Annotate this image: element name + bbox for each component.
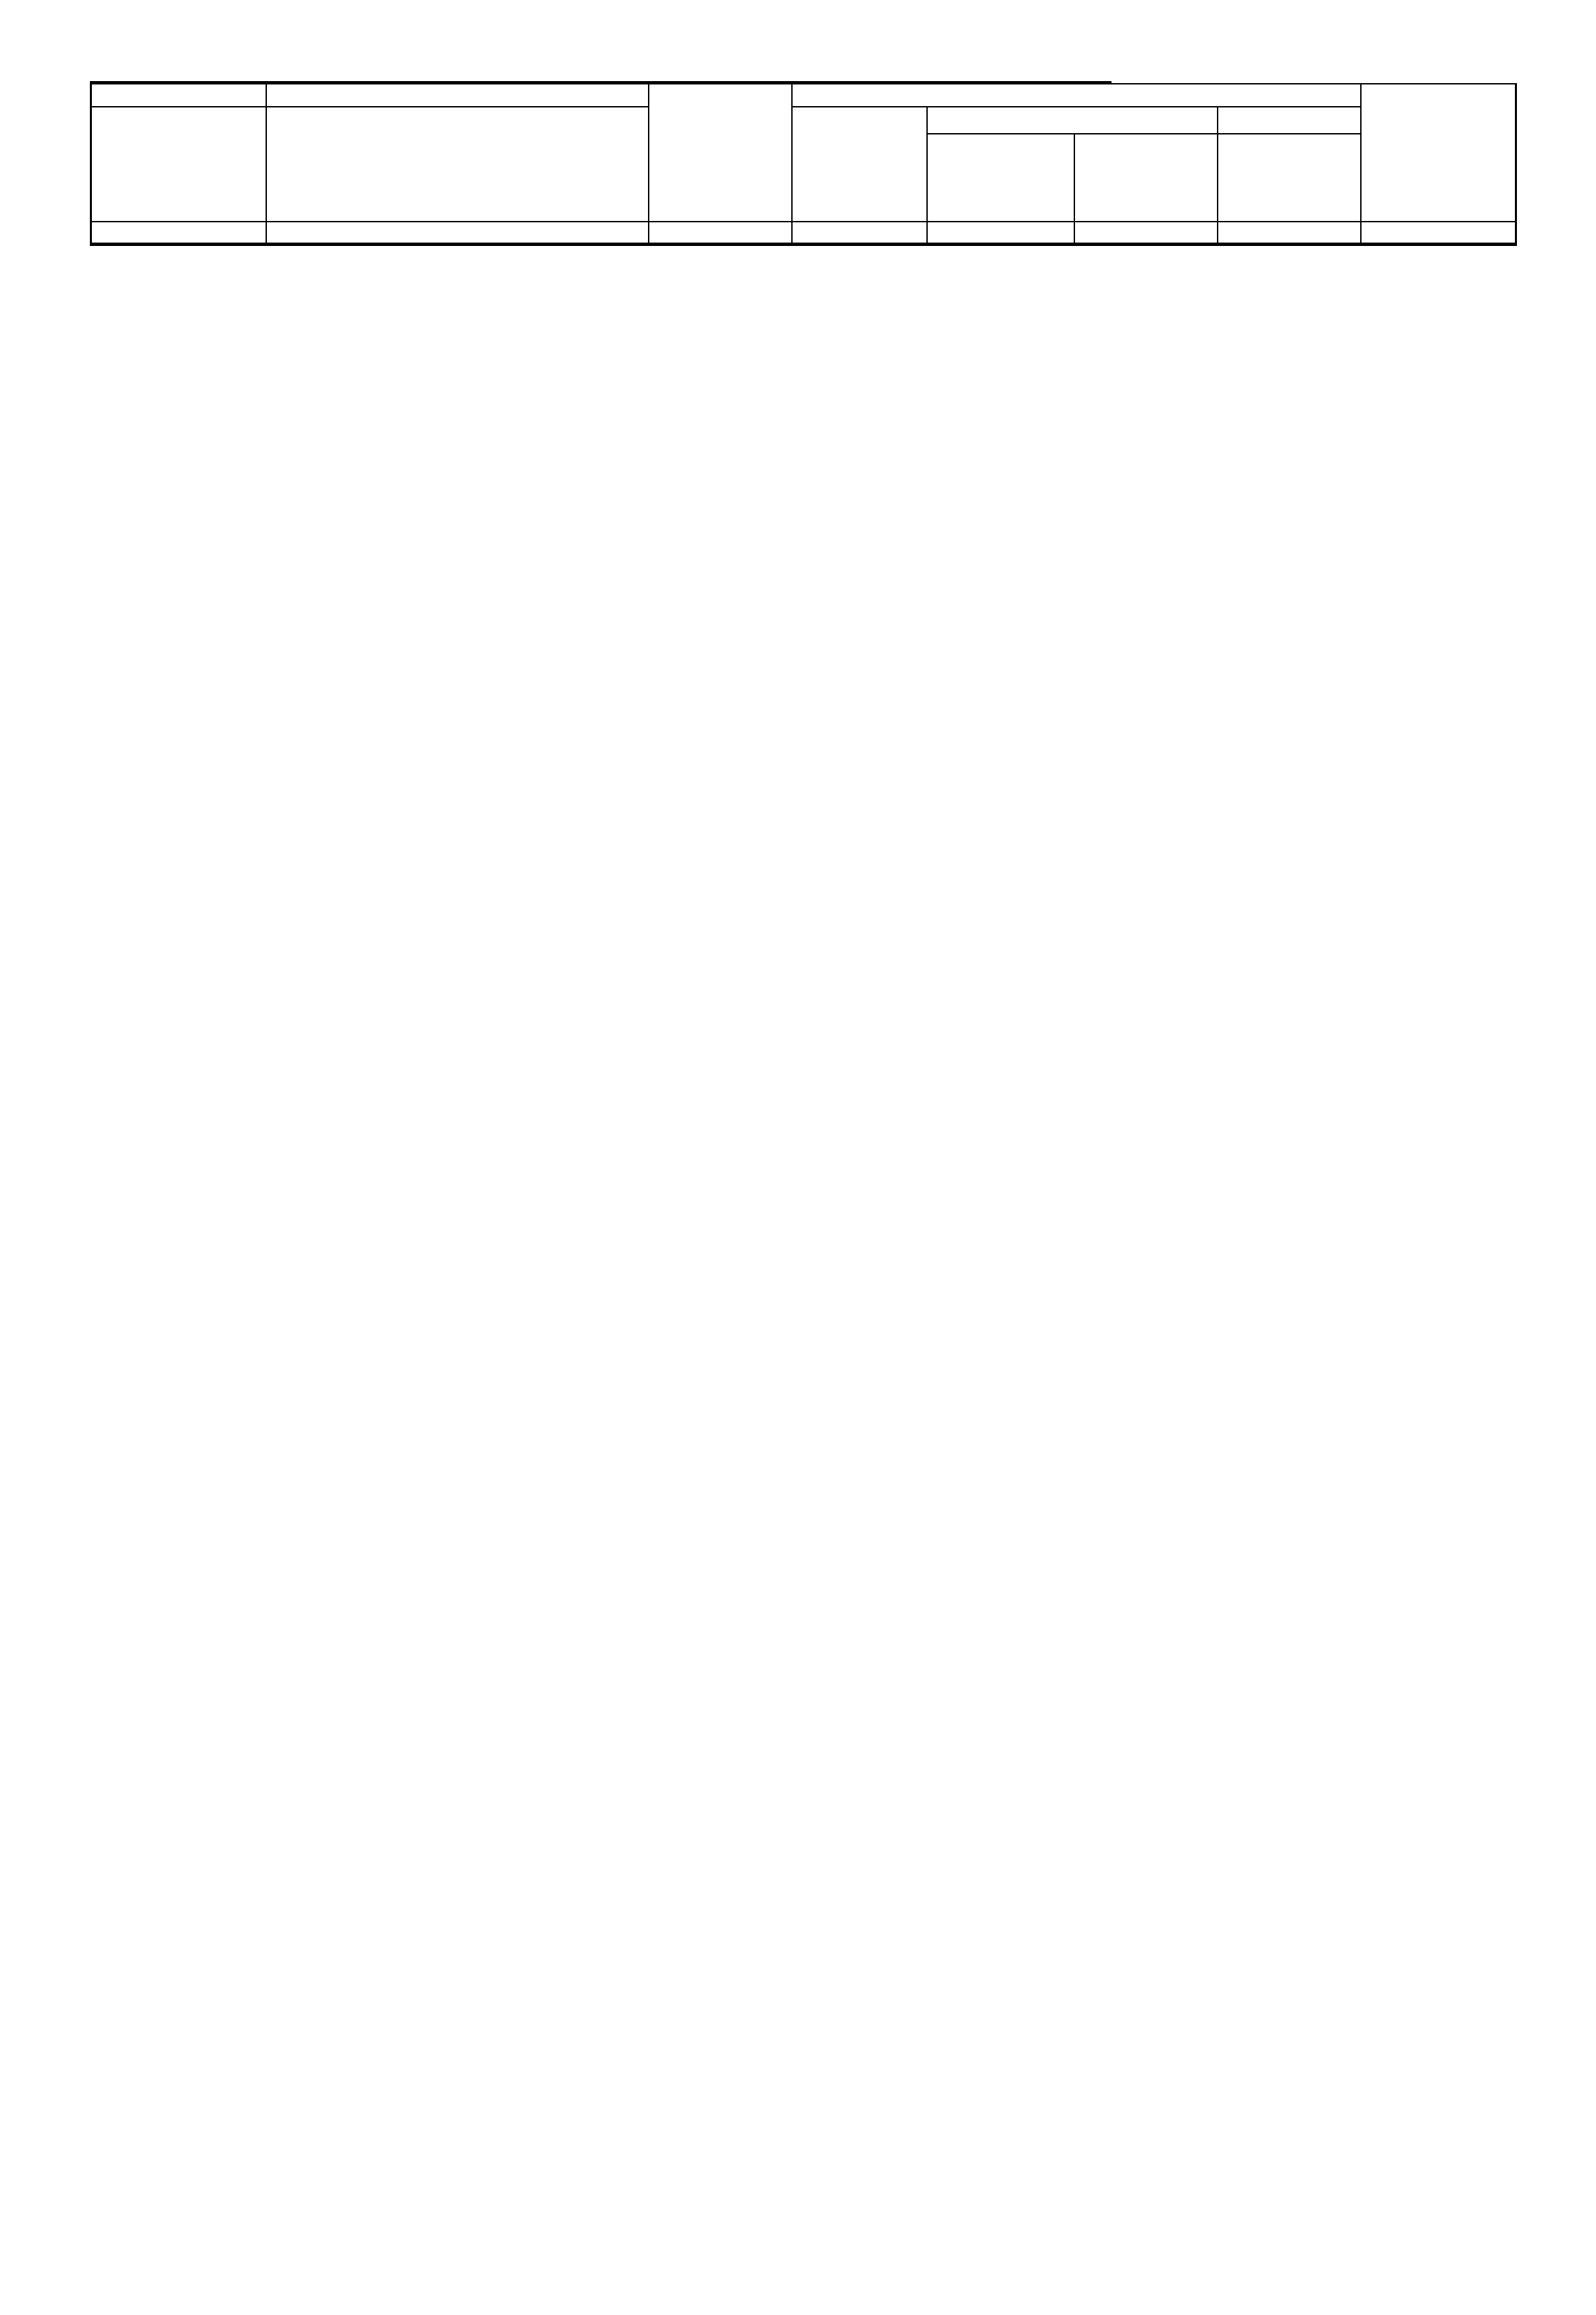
col-machines-total <box>927 134 1074 222</box>
document-page <box>90 80 1517 246</box>
col-num <box>266 222 649 243</box>
col-num <box>792 222 927 243</box>
col-material-codes <box>92 107 266 222</box>
col-num <box>927 222 1074 243</box>
rates-table <box>92 83 1515 244</box>
col-including <box>792 84 1361 107</box>
col-num <box>1361 222 1515 243</box>
col-material-name <box>266 107 649 222</box>
col-material-usage <box>1218 134 1361 222</box>
col-rate-numbers <box>92 84 266 107</box>
col-machinist-pay <box>1074 134 1218 222</box>
column-numbers-row <box>92 222 1515 243</box>
col-num <box>1074 222 1218 243</box>
col-num <box>92 222 266 243</box>
main-table-frame <box>90 83 1517 246</box>
col-worker-pay <box>792 107 927 222</box>
col-labor-hours <box>1361 84 1515 222</box>
col-num <box>649 222 792 243</box>
col-materials <box>1218 107 1361 134</box>
col-machines <box>927 107 1218 134</box>
col-direct-costs <box>649 84 792 222</box>
col-num <box>1218 222 1361 243</box>
col-work-name <box>266 84 649 107</box>
